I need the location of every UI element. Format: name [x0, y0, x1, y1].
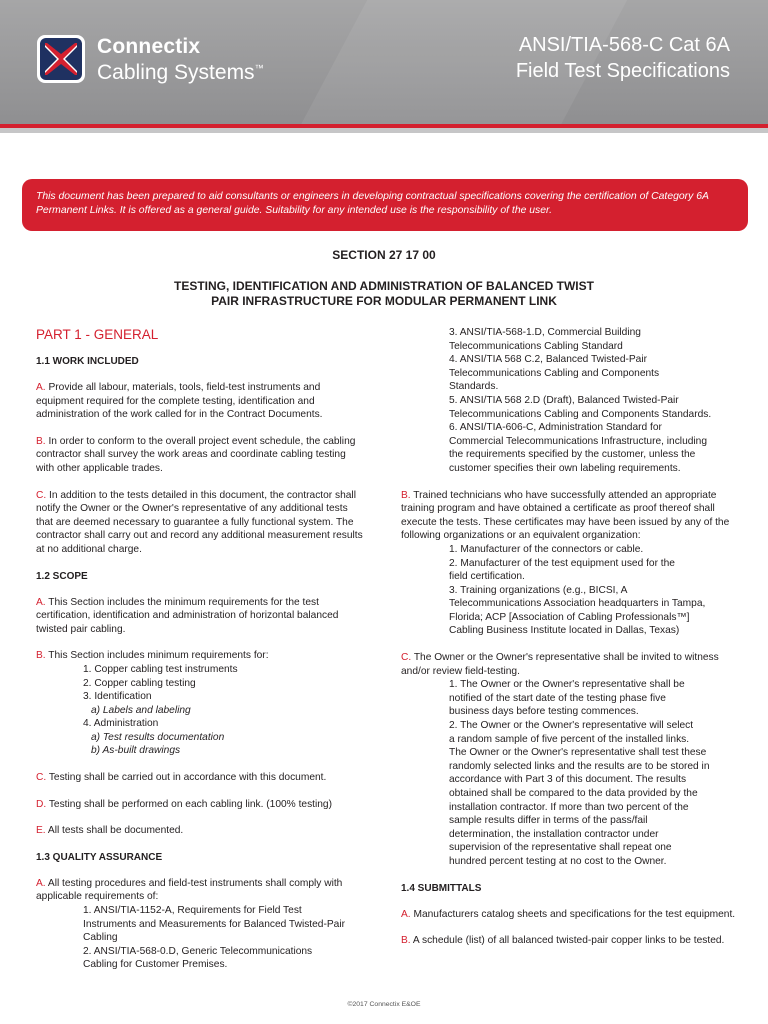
list-item: customer specifies their own labeling requirements. — [449, 462, 681, 474]
disclaimer-banner: This document has been prepared to aid consultants or engineers in developing contractual specifications covering the certification of Category 6A Permanent Links. It is offered as a general guide. Suitability for any intended use is the responsibility of the user. — [22, 179, 748, 231]
section-title-line1: TESTING, IDENTIFICATION AND ADMINISTRATION OF BALANCED TWIST — [174, 279, 594, 293]
list-subitem: a) Test results documentation — [91, 731, 225, 743]
list-item: 4. ANSI/TIA 568 C.2, Balanced Twisted-Pair — [449, 354, 648, 366]
list-item: 1. Copper cabling test instruments — [83, 663, 238, 675]
list-item: Telecommunications Cabling and Components Standards. — [449, 408, 712, 420]
list-item: Cabling — [83, 932, 118, 944]
list-item: 2. ANSI/TIA-568-0.D, Generic Telecommunications — [83, 945, 313, 957]
list-item: 2. Manufacturer of the test equipment used for the — [449, 557, 675, 569]
heading-1-1: 1.1 WORK INCLUDED — [36, 356, 139, 367]
heading-1-4: 1.4 SUBMITTALS — [401, 882, 482, 894]
list-item: a random sample of five percent of the installed links. — [449, 733, 690, 745]
paragraph-1-2-d: D. Testing shall be performed on each cabling link. (100% testing) — [36, 798, 332, 810]
list-item: 4. Administration — [83, 718, 159, 730]
list-item: Standards. — [449, 381, 499, 393]
list-item: 6. ANSI/TIA-606-C, Administration Standard for — [449, 422, 662, 434]
list-item: sample results differ in terms of the pass/fail — [449, 815, 648, 827]
heading-1-3: 1.3 QUALITY ASSURANCE — [36, 851, 163, 863]
list-item: randomly selected links and the results are to be stored in — [449, 760, 710, 772]
list-subitem: b) As-built drawings — [91, 745, 181, 757]
paragraph-1-3-a: A. All testing procedures and field-test instruments shall comply with applicable requirements of: — [36, 877, 343, 903]
list-item: supervision of the representative shall repeat one — [449, 842, 672, 854]
right-column — [401, 326, 741, 948]
left-column — [36, 326, 366, 972]
brand-name: Connectix — [97, 35, 201, 58]
list-item: business days before testing commences. — [449, 706, 639, 718]
part-heading: PART 1 - GENERAL — [36, 327, 159, 342]
section-title-line2: PAIR INFRASTRUCTURE FOR MODULAR PERMANENT LINK — [211, 294, 557, 308]
header-grey-stripe — [0, 128, 768, 133]
list-item: hundred percent testing at no cost to the Owner. — [449, 855, 667, 867]
list-item: determination, the installation contractor under — [449, 828, 659, 840]
page-footer: ©2017 Connectix E&OE — [347, 1001, 421, 1008]
paragraph-1-1-c: C. In addition to the tests detailed in this document, the contractor shall notify the Owner or the Owner's representative of any additional tests that are deemed necessary to guarantee a fully functional system. The contractor shall carry out and record any additional measurement results at no additional charge. — [36, 489, 363, 555]
list-item: 3. Training organizations (e.g., BICSI, A — [449, 584, 628, 596]
list-subitem: a) Labels and labeling — [91, 704, 191, 716]
page-header — [0, 0, 768, 124]
list-item: obtained shall be compared to the data provided by the — [449, 788, 698, 799]
list-item: 2. Copper cabling testing — [83, 677, 196, 689]
paragraph-1-2-b: B. This Section includes minimum requirements for: — [36, 650, 269, 662]
list-item: 1. Manufacturer of the connectors or cable. — [449, 543, 644, 555]
paragraph-1-1-b: B. In order to conform to the overall project event schedule, the cabling contractor shall survey the work areas and coordinate cabling testing with other applicable trades. — [36, 435, 356, 474]
paragraph-1-3-b: B. Trained technicians who have successfully attended an appropriate training program and have obtained a certificate as proof thereof shall execute the tests. These certificates may have been issued by any of the following organizations or an equivalent organization: — [401, 489, 730, 542]
paragraph-1-1-a: A. Provide all labour, materials, tools, field-test instruments and equipment required for the complete testing, identification and administration of the work called for in the Contract Documents. — [36, 382, 323, 421]
heading-1-2: 1.2 SCOPE — [36, 570, 88, 582]
list-item: field certification. — [449, 571, 525, 583]
list-item: accordance with Part 3 of this document. The results — [449, 774, 687, 786]
paragraph-1-2-c: C. Testing shall be carried out in accordance with this document. — [36, 772, 327, 784]
doc-title-line1: ANSI/TIA-568-C Cat 6A — [518, 34, 730, 56]
list-item: Florida; ACP [Association of Cabling Professionals™] — [449, 611, 690, 623]
paragraph-1-3-c: C. The Owner or the Owner's representative shall be invited to witness and/or review field-testing. — [401, 652, 719, 677]
paragraph-1-2-a: A. This Section includes the minimum requirements for the test certification, identification and administration of horizontal balanced twisted pair cabling. — [36, 596, 339, 635]
list-item: notified of the start date of the testing phase five — [449, 692, 666, 704]
list-item: 1. ANSI/TIA-1152-A, Requirements for Field Test — [83, 905, 302, 917]
section-title — [0, 279, 768, 309]
x-cross-logo-icon — [36, 34, 86, 84]
list-item: Telecommunications Cabling and Components — [449, 367, 660, 379]
brand-tagline: Cabling Systems™ — [97, 61, 264, 84]
list-item: Telecommunications Association headquarters in Tampa, — [449, 598, 706, 610]
list-item: Telecommunications Cabling Standard — [449, 340, 623, 352]
list-item: Instruments and Measurements for Balanced Twisted-Pair — [83, 918, 345, 930]
list-item: Cabling Business Institute located in Dallas, Texas) — [449, 625, 680, 637]
list-item: 5. ANSI/TIA 568 2.D (Draft), Balanced Twisted-Pair — [449, 394, 679, 406]
list-item: the requirements specified by the customer, unless the — [449, 449, 696, 461]
doc-title-line2: Field Test Specifications — [515, 60, 730, 82]
list-item: The Owner or the Owner's representative shall test these — [449, 747, 707, 759]
paragraph-1-4-a: A. Manufacturers catalog sheets and specifications for the test equipment. — [401, 908, 736, 920]
list-item: Commercial Telecommunications Infrastructure, including — [449, 435, 707, 447]
list-item: 2. The Owner or the Owner's representative will select — [449, 720, 694, 732]
paragraph-1-2-e: E. All tests shall be documented. — [36, 825, 184, 837]
list-item: 3. Identification — [83, 691, 152, 703]
section-number: SECTION 27 17 00 — [332, 248, 436, 262]
list-item: 1. The Owner or the Owner's representative shall be — [449, 679, 685, 691]
list-item: 3. ANSI/TIA-568-1.D, Commercial Building — [449, 327, 641, 338]
list-item: Cabling for Customer Premises. — [83, 959, 228, 971]
trademark-mark: ™ — [254, 63, 264, 73]
paragraph-1-4-b: B. A schedule (list) of all balanced twisted-pair copper links to be tested. — [401, 935, 725, 947]
list-item: installation contractor. If more than two percent of the — [449, 801, 689, 813]
